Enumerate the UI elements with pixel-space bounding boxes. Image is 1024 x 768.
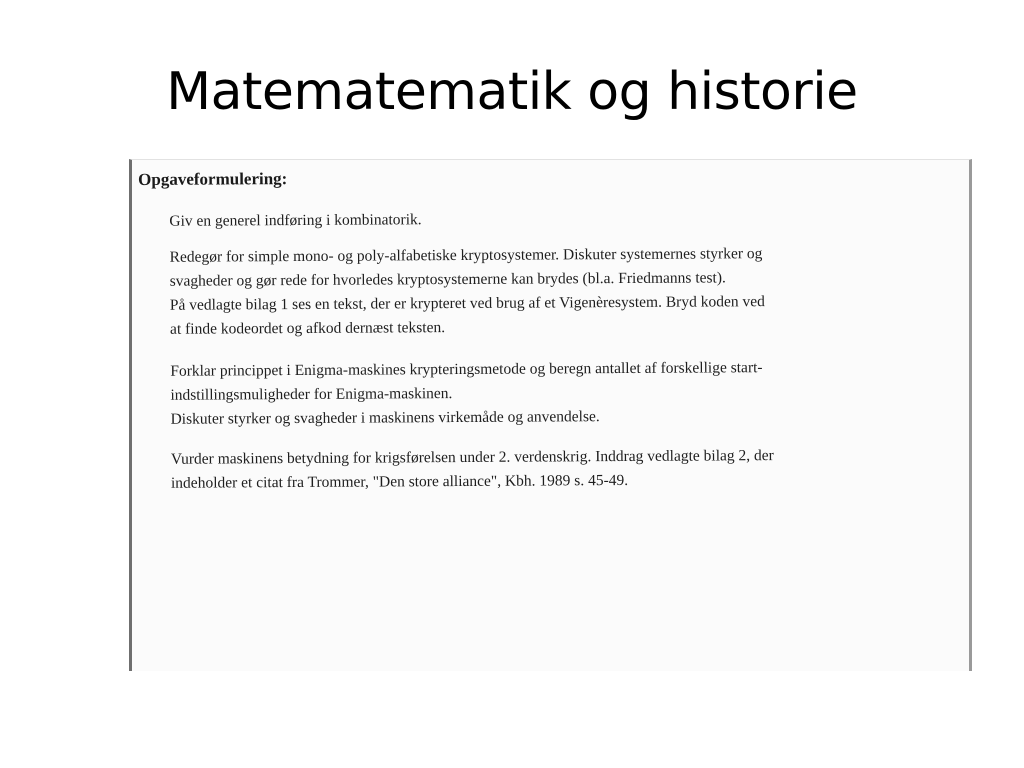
paragraph-line: indstillingsmuligheder for Enigma-maskinen. <box>170 385 453 404</box>
paragraph-cryptosystems <box>170 241 951 342</box>
paragraph-line: Diskuter styrker og svagheder i maskinens virkemåde og anvendelse. <box>170 408 600 428</box>
paragraph-warfare <box>171 443 951 496</box>
paragraph-line: Vurder maskinens betydning for krigsførelsen under 2. verdenskrig. Inddrag vedlagte bilag 2, der <box>170 447 774 468</box>
document-heading: Opgaveformulering: <box>138 169 288 189</box>
scanned-document-content <box>132 155 972 671</box>
scanned-document <box>129 159 972 671</box>
paragraph-line: På vedlagte bilag 1 ses en tekst, der er krypteret ved brug af et Vigenèresystem. Bryd koden ved <box>169 293 765 314</box>
slide-title: Matematematik og historie <box>166 62 858 122</box>
paragraph-line: svagheder og gør rede for hvorledes kryptosystemerne kan brydes (bl.a. Friedmanns test). <box>169 269 726 290</box>
paragraph-line: at finde kodeordet og afkod dernæst teksten. <box>169 319 446 338</box>
paragraph-line: Giv en generel indføring i kombinatorik. <box>169 211 422 230</box>
paragraph-line: indeholder et citat fra Trommer, "Den store alliance", Kbh. 1989 s. 45-49. <box>170 471 629 492</box>
paragraph-combinatorics <box>169 205 949 234</box>
paragraph-line: Redegør for simple mono- og poly-alfabetiske kryptosystemer. Diskuter systemernes styrker og <box>169 245 763 266</box>
paragraph-line: Forklar princippet i Enigma-maskines krypteringsmetode og beregn antallet af forskellige start- <box>170 359 763 380</box>
paragraph-enigma <box>170 355 950 432</box>
